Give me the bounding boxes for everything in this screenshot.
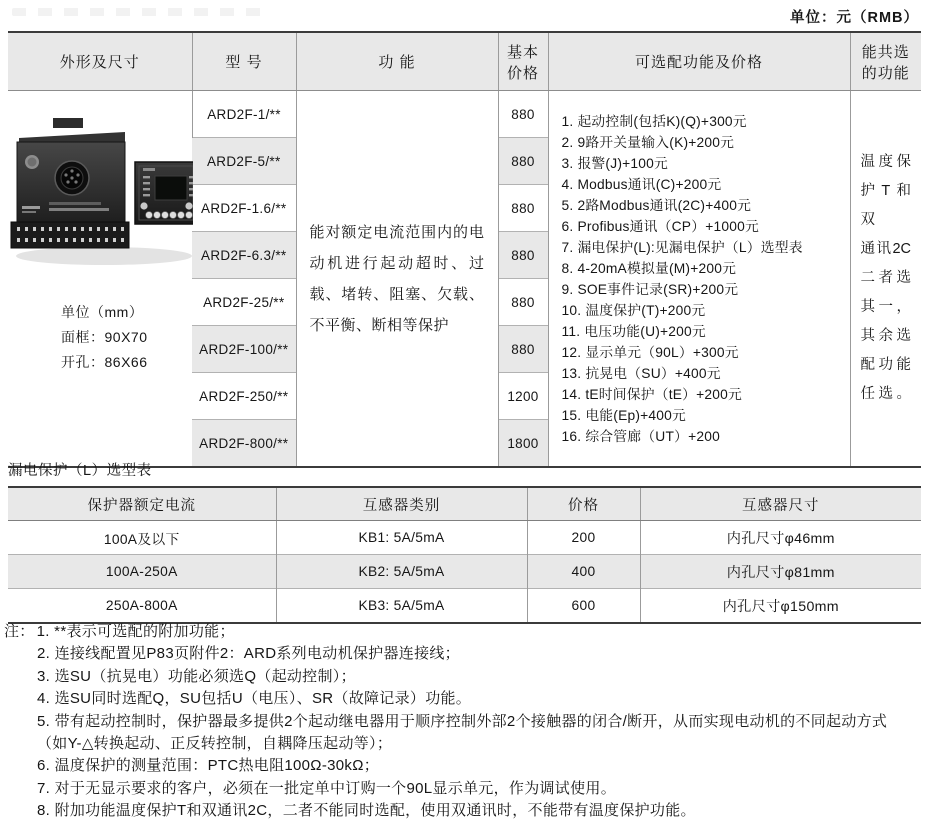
table-row [8, 589, 921, 624]
model-cell: ARD2F-1/** [192, 91, 296, 138]
leakage-selection-table [8, 486, 921, 624]
dimension-unit: 单位（mm） [61, 304, 144, 320]
option-item: 7. 漏电保护(L):见漏电保护（L）选型表 [561, 239, 803, 255]
note-line: 2. 连接线配置见P83页附件2：ARD系列电动机保护器连接线； [37, 645, 460, 663]
option-item: 14. tE时间保护（tE）+200元 [561, 386, 743, 402]
co-select-line: 配功能 [860, 357, 911, 373]
co-select-line: 任选。 [860, 386, 911, 402]
price-cell: 880 [498, 185, 548, 232]
ct-type-cell: KB1: 5A/5mA [276, 521, 527, 555]
note-line: 3. 选SU（抗晃电）功能必须选Q（起动控制）； [37, 667, 356, 685]
price-cell: 880 [498, 138, 548, 185]
co-select-line: 二者选 [860, 270, 911, 286]
header-function: 功 能 [296, 32, 498, 91]
option-item: 12. 显示单元（90L）+300元 [561, 344, 739, 360]
leak-table-header-row [8, 487, 921, 521]
co-select-line: 其一， [860, 299, 911, 315]
ct-size-cell: 内孔尺寸φ46mm [640, 521, 921, 555]
co-select-line: 温度保 [860, 154, 911, 170]
shape-and-size-cell [8, 91, 192, 468]
header-co-select: 能共选的功能 [850, 32, 921, 91]
note-line: （如Y-△转换起动、正反转控制，自耦降压起动等）； [37, 735, 393, 753]
function-cell [296, 91, 498, 468]
co-select-line: 通讯2C [860, 241, 911, 257]
price-cell: 200 [527, 521, 640, 555]
model-cell: ARD2F-800/** [192, 420, 296, 468]
note-line: 7. 对于无显示要求的客户，必须在一批定单中订购一个90L显示单元，作为调试使用。 [37, 779, 617, 797]
function-line: 不平衡、断相等保护 [309, 316, 450, 334]
model-cell: ARD2F-25/** [192, 279, 296, 326]
model-cell: ARD2F-6.3/** [192, 232, 296, 279]
model-cell: ARD2F-5/** [192, 138, 296, 185]
note-line: 5. 带有起动控制时，保护器最多提供2个起动继电器用于顺序控制外部2个接触器的闭合/断开，从而实现电动机的不同起动方式 [37, 712, 888, 730]
notes-prefix: 注： [4, 623, 35, 640]
ct-size-cell: 内孔尺寸φ81mm [640, 555, 921, 589]
price-cell: 880 [498, 279, 548, 326]
option-item: 10. 温度保护(T)+200元 [561, 302, 706, 318]
function-line: 载、堵转、阻塞、欠载、 [309, 285, 485, 303]
note-line: 4. 选SU同时选配Q，SU包括U（电压）、SR（故障记录）功能。 [37, 690, 472, 708]
dimension-cutout: 开孔：86X66 [61, 354, 148, 370]
option-item: 4. Modbus通讯(C)+200元 [561, 176, 722, 192]
function-line: 动机进行起动超时、过 [309, 254, 485, 272]
header-model: 型 号 [192, 32, 296, 91]
header-options: 可选配功能及价格 [548, 32, 850, 91]
table-row [8, 521, 921, 555]
model-cell: ARD2F-100/** [192, 326, 296, 373]
header-base-price: 基本价格 [498, 32, 548, 91]
dimension-info [61, 300, 191, 375]
table-row [8, 555, 921, 589]
header-shape: 外形及尺寸 [8, 32, 192, 91]
option-item: 6. Profibus通讯（CP）+1000元 [561, 218, 759, 234]
note-text: 1. **表示可选配的附加功能； [36, 623, 235, 640]
price-cell: 1200 [498, 373, 548, 420]
price-unit-label: 单位：元（RMB） [789, 10, 919, 26]
co-select-line: 护T和双 [860, 183, 911, 228]
ct-type-cell: KB3: 5A/5mA [276, 589, 527, 624]
header-ct-size: 互感器尺寸 [640, 487, 921, 521]
main-table-header-row [8, 32, 921, 91]
co-select-line: 其余选 [860, 328, 911, 344]
co-select-cell [850, 91, 921, 468]
price-cell: 600 [527, 589, 640, 624]
scan-artifact [12, 8, 262, 16]
option-item: 1. 起动控制(包括K)(Q)+300元 [561, 113, 747, 129]
ct-size-cell: 内孔尺寸φ150mm [640, 589, 921, 624]
note-line: 8. 附加功能温度保护T和双通讯2C，二者不能同时选配，使用双通讯时，不能带有温度保护功能。 [37, 802, 696, 820]
option-item: 16. 综合管廊（UT）+200 [561, 428, 720, 444]
table-row [8, 91, 921, 138]
product-photo [9, 114, 193, 274]
price-cell: 880 [498, 326, 548, 373]
model-cell: ARD2F-250/** [192, 373, 296, 420]
ct-type-cell: KB2: 5A/5mA [276, 555, 527, 589]
model-pricing-table [8, 31, 921, 468]
function-line: 能对额定电流范围内的电 [309, 223, 485, 241]
option-item: 5. 2路Modbus通讯(2C)+400元 [561, 197, 752, 213]
note-line [4, 621, 924, 643]
rated-current-cell: 100A-250A [8, 555, 276, 589]
option-item: 13. 抗晃电（SU）+400元 [561, 365, 721, 381]
price-cell: 880 [498, 91, 548, 138]
price-cell: 880 [498, 232, 548, 279]
header-price: 价格 [527, 487, 640, 521]
header-rated-current: 保护器额定电流 [8, 487, 276, 521]
dimension-frame: 面框：90X70 [61, 329, 148, 345]
notes-section [4, 621, 924, 823]
rated-current-cell: 100A及以下 [8, 521, 276, 555]
optional-functions-cell [548, 91, 850, 468]
header-ct-type: 互感器类别 [276, 487, 527, 521]
option-item: 15. 电能(Ep)+400元 [561, 407, 687, 423]
option-item: 9. SOE事件记录(SR)+200元 [561, 281, 739, 297]
motor-protector-photo-illustration [9, 114, 193, 274]
price-cell: 1800 [498, 420, 548, 468]
note-line: 6. 温度保护的测量范围：PTC热电阻100Ω-30kΩ； [37, 757, 380, 775]
rated-current-cell: 250A-800A [8, 589, 276, 624]
option-item: 8. 4-20mA模拟量(M)+200元 [561, 260, 737, 276]
option-item: 3. 报警(J)+100元 [561, 155, 668, 171]
option-item: 2. 9路开关量输入(K)+200元 [561, 134, 735, 150]
model-cell: ARD2F-1.6/** [192, 185, 296, 232]
leak-table-title: 漏电保护（L）选型表 [8, 463, 152, 479]
price-cell: 400 [527, 555, 640, 589]
option-item: 11. 电压功能(U)+200元 [561, 323, 706, 339]
